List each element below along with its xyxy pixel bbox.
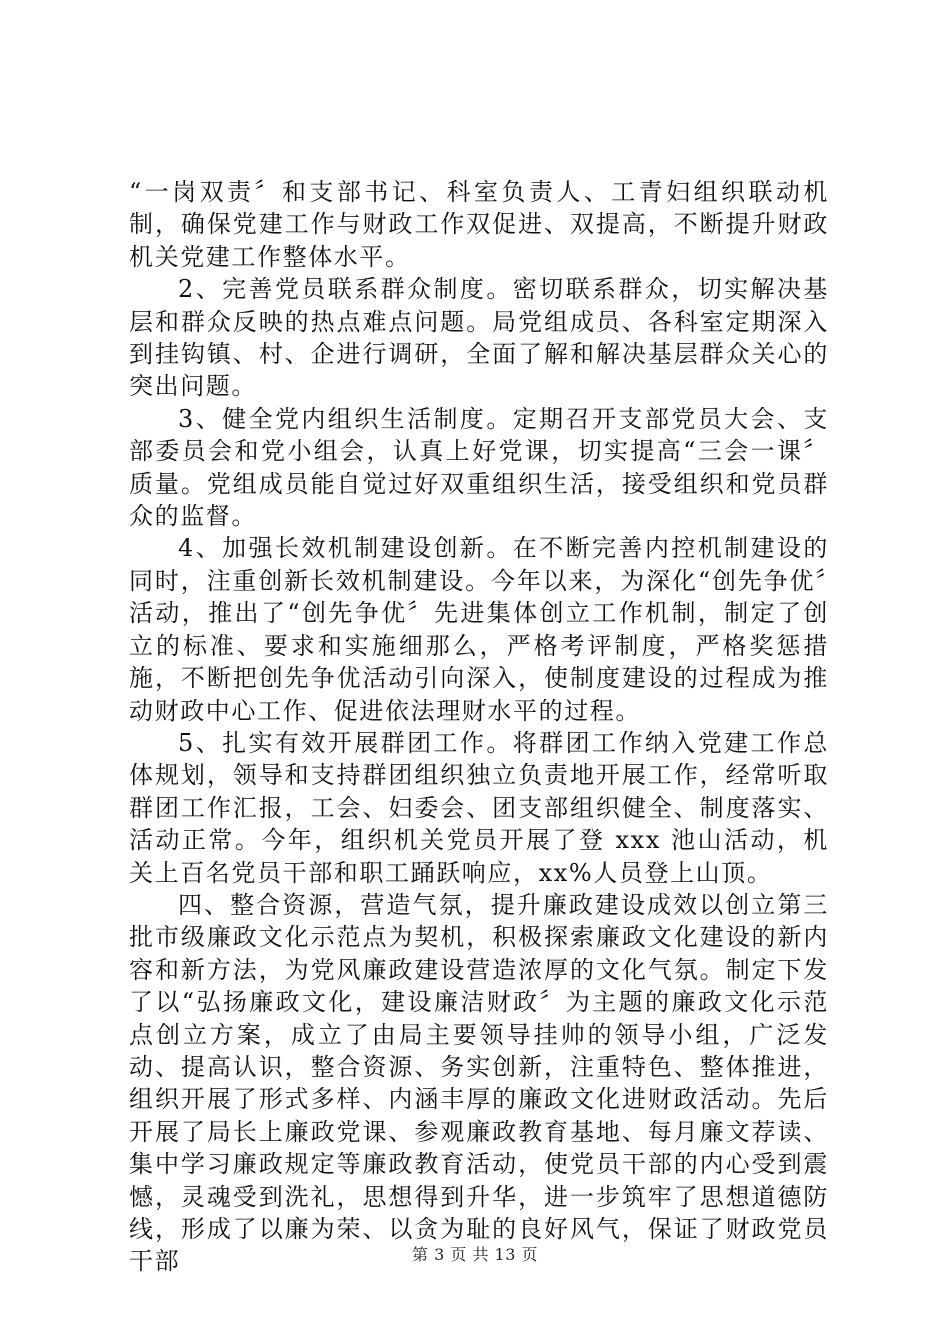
- paragraph-item-2: 2、完善党员联系群众制度。密切联系群众，切实解决基层和群众反映的热点难点问题。局党组成员、各科室定期深入到挂钩镇、村、企进行调研，全面了解和解决基层群众关心的突出问题。: [129, 275, 829, 401]
- paragraph-item-5: 5、扎实有效开展群团工作。将群团工作纳入党建工作总体规划，领导和支持群团组织独立负责地开展工作，经常听取群团工作汇报，工会、妇委会、团支部组织健全、制度落实、活动正常。今年，组织机关党员开展了登 xxx 池山活动，机关上百名党员干部和职工踊跃响应，xx%人员登上山顶。: [129, 728, 829, 887]
- page-number-footer: 第 3 页 共 13 页: [412, 1245, 538, 1264]
- paragraph-item-3: 3、健全党内组织生活制度。定期召开支部党员大会、支部委员会和党小组会，认真上好党课，切实提高“三会一课〞质量。党组成员能自觉过好双重组织生活，接受组织和党员群众的监督。: [129, 404, 829, 531]
- paragraph-item-4: 4、加强长效机制建设创新。在不断完善内控机制建设的同时，注重创新长效机制建设。今年以来，为深化“创先争优〞活动，推出了“创先争优〞先进集体创立工作机制，制定了创立的标准、要求和实施细那么，严格考评制度，严格奖惩措施，不断把创先争优活动引向深入，使制度建设的过程成为推动财政中心工作、促进依法理财水平的过程。: [129, 534, 829, 725]
- paragraph-section-four: 四、整合资源，营造气氛，提升廉政建设成效以创立第三批市级廉政文化示范点为契机，积极探索廉政文化建设的新内容和新方法，为党风廉政建设营造浓厚的文化气氛。制定下发了以“弘扬廉政文化，建设廉洁财政〞为主题的廉政文化示范点创立方案，成立了由局主要领导挂帅的领导小组，广泛发动、提高认识，整合资源、务实创新，注重特色、整体推进，组织开展了形式多样、内涵丰厚的廉政文化进财政活动。先后开展了局长上廉政党课、参观廉政教育基地、每月廉文荐读、集中学习廉政规定等廉政教育活动，使党员干部的内心受到震憾，灵魂受到洗礼，思想得到升华，进一步筑牢了思想道德防线，形成了以廉为荣、以贪为耻的良好风气，保证了财政党员干部: [129, 890, 829, 1276]
- paragraph-continuation: “一岗双责〞和支部书记、科室负责人、工青妇组织联动机制，确保党建工作与财政工作双促进、双提高，不断提升财政机关党建工作整体水平。: [129, 178, 829, 271]
- document-body: [129, 176, 829, 1278]
